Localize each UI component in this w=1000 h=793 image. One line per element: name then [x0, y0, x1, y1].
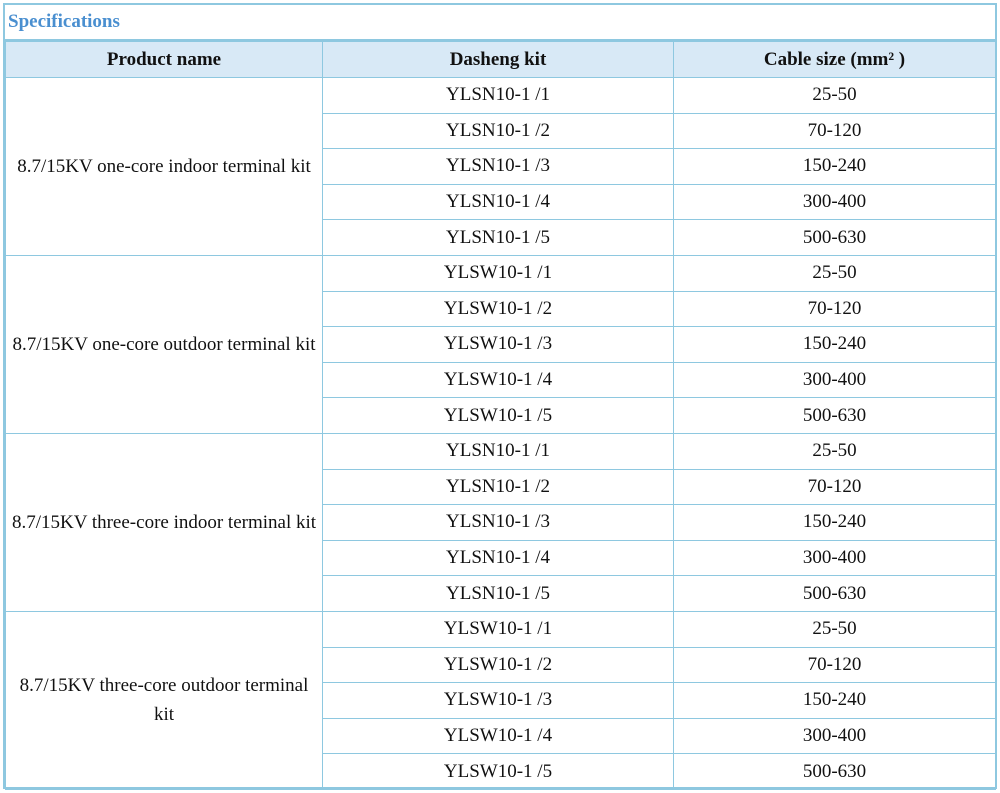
kit-cell: YLSW10-1 /1: [323, 611, 674, 647]
kit-cell: YLSW10-1 /3: [323, 683, 674, 719]
product-name-cell: 8.7/15KV one-core indoor terminal kit: [6, 78, 323, 256]
product-name-cell: 8.7/15KV three-core outdoor terminal kit: [6, 611, 323, 789]
size-cell: 500-630: [674, 754, 996, 790]
kit-cell: YLSW10-1 /5: [323, 754, 674, 790]
product-name-cell: 8.7/15KV one-core outdoor terminal kit: [6, 255, 323, 433]
size-cell: 25-50: [674, 611, 996, 647]
size-cell: 70-120: [674, 291, 996, 327]
kit-cell: YLSN10-1 /3: [323, 505, 674, 541]
spec-panel: [3, 3, 997, 789]
kit-cell: YLSW10-1 /4: [323, 718, 674, 754]
size-cell: 25-50: [674, 433, 996, 469]
size-cell: 150-240: [674, 149, 996, 185]
page-title: Specifications: [8, 11, 120, 32]
kit-cell: YLSW10-1 /2: [323, 647, 674, 683]
kit-cell: YLSN10-1 /5: [323, 220, 674, 256]
size-cell: 500-630: [674, 220, 996, 256]
size-cell: 150-240: [674, 327, 996, 363]
size-cell: 500-630: [674, 398, 996, 434]
header-dasheng-kit: Dasheng kit: [323, 42, 674, 78]
table-row: [6, 255, 996, 291]
header-product-name: Product name: [6, 42, 323, 78]
kit-cell: YLSW10-1 /4: [323, 362, 674, 398]
size-cell: 300-400: [674, 718, 996, 754]
size-cell: 25-50: [674, 78, 996, 114]
size-cell: 300-400: [674, 362, 996, 398]
spec-table: [5, 41, 996, 790]
table-row: [6, 433, 996, 469]
size-cell: 150-240: [674, 683, 996, 719]
size-cell: 70-120: [674, 469, 996, 505]
kit-cell: YLSN10-1 /5: [323, 576, 674, 612]
kit-cell: YLSW10-1 /2: [323, 291, 674, 327]
kit-cell: YLSN10-1 /2: [323, 469, 674, 505]
kit-cell: YLSW10-1 /1: [323, 255, 674, 291]
size-cell: 70-120: [674, 647, 996, 683]
kit-cell: YLSW10-1 /5: [323, 398, 674, 434]
kit-cell: YLSN10-1 /1: [323, 433, 674, 469]
size-cell: 500-630: [674, 576, 996, 612]
header-row: [6, 42, 996, 78]
product-name-cell: 8.7/15KV three-core indoor terminal kit: [6, 433, 323, 611]
kit-cell: YLSN10-1 /3: [323, 149, 674, 185]
kit-cell: YLSN10-1 /1: [323, 78, 674, 114]
table-row: [6, 78, 996, 114]
kit-cell: YLSN10-1 /4: [323, 184, 674, 220]
table-row: [6, 611, 996, 647]
size-cell: 300-400: [674, 184, 996, 220]
kit-cell: YLSN10-1 /4: [323, 540, 674, 576]
size-cell: 70-120: [674, 113, 996, 149]
size-cell: 25-50: [674, 255, 996, 291]
kit-cell: YLSW10-1 /3: [323, 327, 674, 363]
size-cell: 150-240: [674, 505, 996, 541]
size-cell: 300-400: [674, 540, 996, 576]
title-bar: [5, 5, 995, 41]
kit-cell: YLSN10-1 /2: [323, 113, 674, 149]
header-cable-size: Cable size (mm² ): [674, 42, 996, 78]
